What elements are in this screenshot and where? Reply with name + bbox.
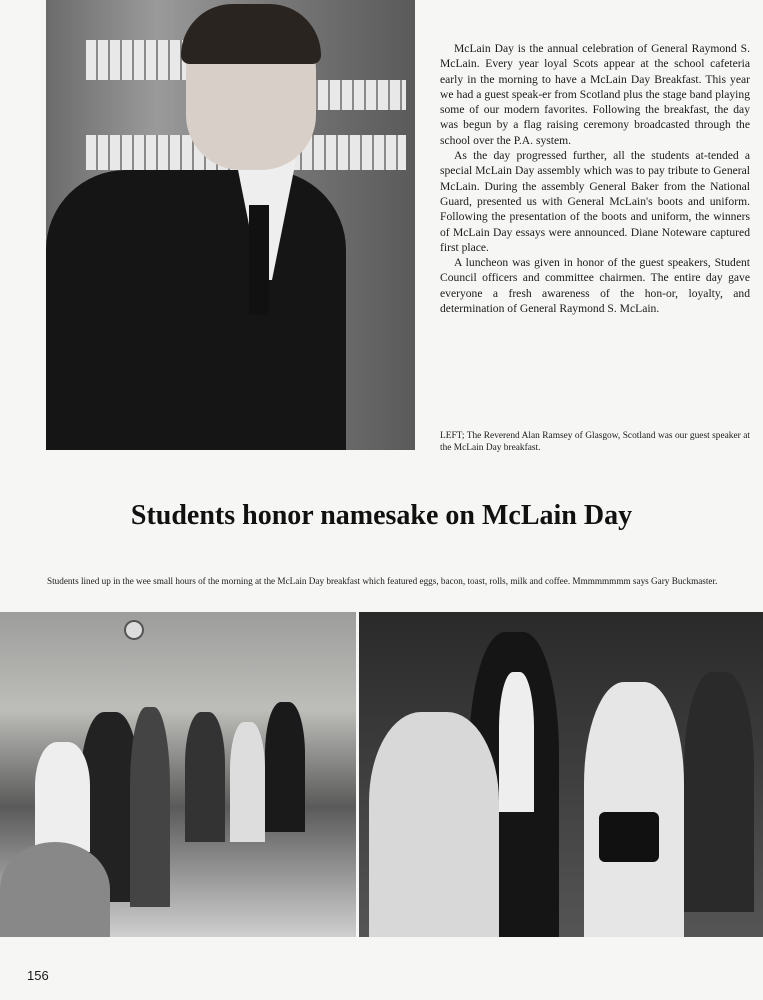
page-title: Students honor namesake on McLain Day <box>130 500 633 531</box>
photo-caption-bottom: Students lined up in the wee small hours of the morning at the McLain Day breakfast which featured eggs, bacon, toast, rolls, milk and coffee. Mmmmmmmm says Gary Buckmaster. <box>47 576 718 586</box>
paragraph: As the day progressed further, all the students at-tended a special McLain Day assembly which was to pay tribute to General McLain. During the assembly General Baker from the National Guard, presented us with General McLain's boots and uniform. Following the presentation of the boots and uniform, the winners of McLain Day essays were announced. Diane Noteware captured first place. <box>440 149 750 254</box>
photo-breakfast-line <box>0 612 356 937</box>
photo-caption-top: LEFT; The Reverend Alan Ramsey of Glasgow, Scotland was our guest speaker at the McLain Day breakfast. <box>440 431 750 453</box>
paragraph: A luncheon was given in honor of the guest speakers, Student Council officers and committee chairmen. The entire day gave everyone a fresh awareness of the hon-or, loyalty, and determination of General Raymond S. McLain. <box>440 256 750 316</box>
photo-guest-speaker <box>46 0 415 450</box>
page-number: 156 <box>27 968 49 983</box>
article-body <box>440 41 750 316</box>
photo-students-gathering <box>359 612 763 937</box>
paragraph: McLain Day is the annual celebration of General Raymond S. McLain. Every year loyal Scots appear at the school cafeteria early in the morning to have a McLain Day Breakfast. This year we had a guest speak-er from Scotland plus the stage band playing some of our modern favorites. Following the breakfast, the day was begun by a flag raising ceremony broadcasted through the school over the P.A. system. <box>440 42 750 147</box>
handbag <box>599 812 659 862</box>
clock-icon <box>124 620 144 640</box>
